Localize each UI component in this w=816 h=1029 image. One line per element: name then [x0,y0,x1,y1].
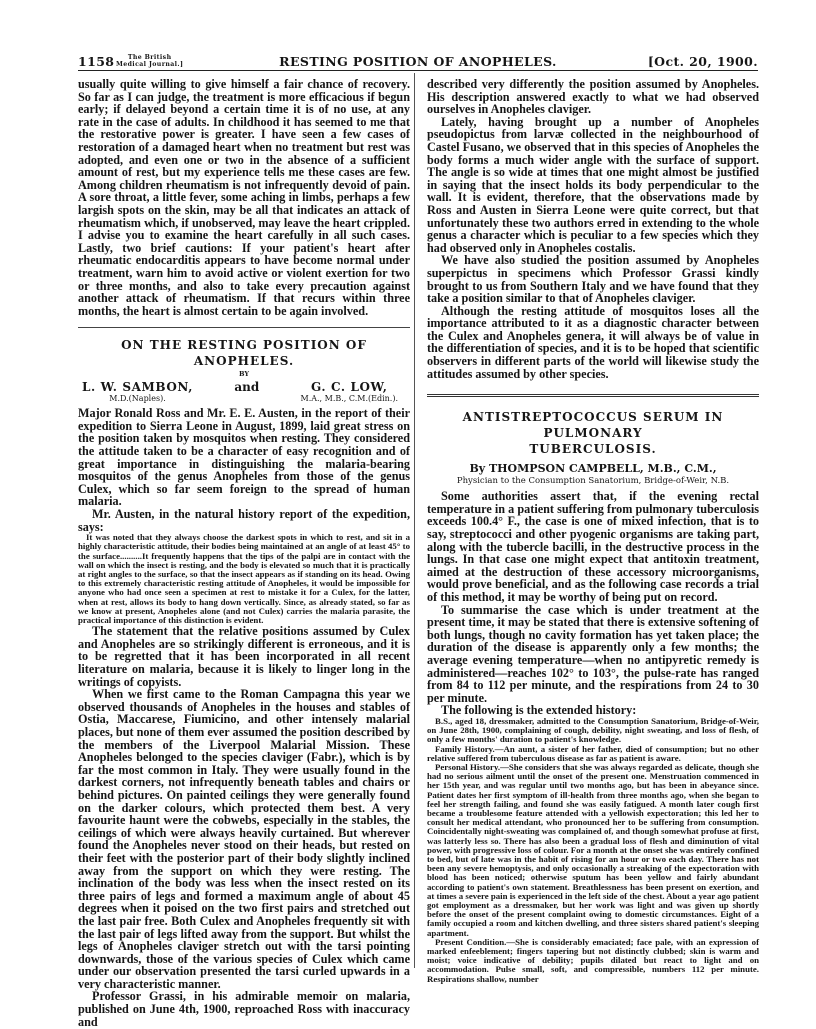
left-column [78,78,410,1028]
author-qualification: M.D.(Naples). [109,394,166,404]
column-divider [414,73,415,968]
paragraph: Professor Grassi, in his admirable memoir on malaria, published on June 4th, 1900, reproached Ross with inaccuracy and [78,989,410,1029]
author-qualification: M.A., M.B., C.M.(Edin.). [300,394,398,404]
section-rule [78,327,410,328]
continued-paragraph: usually quite willing to give himself a fair chance of recovery. So far as I can judge, the treatment is more efficacious if begun early; if delayed beyond a certain time it is of no use, at any rate in the case of adults. In childhood it has seemed to me that the restorative power is greater. I have seen a few cases of restoration of a damaged heart when no treatment but rest was adopted, and even one or two in the absence of a sufficient amount of rest, but my experience tells me these cases are few. Among children rheumatism is not infrequently devoid of pain. A sore throat, a little fever, some aching in limbs, perhaps a few largish spots on the skin, may be all that indicates an attack of rheumatism which, if unobserved, may leave the heart crippled. I advise you to examine the heart carefully in all such cases. Lastly, two brief cautions: If your patient's heart after rheumatic endocarditis appears to have become normal under treatment, warn him to avoid active or violent exertion for two or three months, and also to take every precaution against another attack of rheumatism. If that recurs within three months, the heart is almost certain to be again involved. [78,77,410,318]
and-word: and [234,380,260,395]
byline: By THOMPSON CAMPBELL, M.B., C.M., [469,462,717,476]
author-sambon [82,380,193,404]
case-note: Present Condition.—She is considerably emaciated; face pale, with an expression of marked enfeeblement; fingers tapering but not distinctly clubbed; skin is warm and moist; voice indicative of debility; pupils dilated but react to light and on accommodation. Pulse small, soft, and compressible, numbers 112 per minute. Respirations shallow, number [427,936,759,984]
section-rule [427,394,759,397]
continued-paragraph: described very differently the position assumed by Anopheles. His description answered exactly to what we had observed ourselves in Anopheles claviger. [427,77,759,117]
author-name: L. W. SAMBON, [82,380,194,395]
paragraph: Lately, having brought up a number of Anopheles pseudopictus from larvæ collected in the neighbourhood of Castel Fusano, we observed that in this species of Anopheles the body forms a much wider angle with the surface of support. The angle is so wide at times that one might almost be justified in saying that the insect holds its body perpendicular to the wall. It is evident, therefore, that the observations made by Ross and Austen in Sierra Leone were quite correct, but that unfortunately these two authors erred in extending to the whole genus a character which is peculiar to a few species which they had observed only in Anopheles costalis. [427,114,759,255]
case-note: Personal History.—She considers that she was always regarded as delicate, though she had no serious ailment until the onset of the present one. Menstruation commenced in her 15th year, and was regular until two months ago, but has been in abeyance since. Patient dates her first symptom of ill-health from three months ago, when she began to feel her strength failing, and found she was easily fatigued. A month later cough first became a troublesome feature attended with a yellowish expectoration; this led her to consult her medical attendant, who pronounced her to be suffering from consumption. Coincidentally night-sweating was complained of, and though somewhat profuse at first, was latterly less so. There has also been a gradual loss of flesh and diminution of vital power, with progressive loss of colour. For a month at the onset she was entirely confined to bed, but of late was in the habit of rising for an hour or two each day. There has not been any severe hemoptysis, and only occasionally a streaking of the expectoration with blood has been noticed; otherwise sputum has been yellow and fairly abundant according to patient's own statement. Breathlessness has been present on exertion, and at times a severe pain is experienced in the left side of the chest. About a year ago patient got employment as a dressmaker, but her work was light and was given up shortly before the onset of the present complaint owing to domestic circumstances. Eight of a family occupied a room and kitchen dwelling, and three sisters shared patient's sleeping apartment. [427,761,759,938]
case-note: B.S., aged 18, dressmaker, admitted to the Consumption Sanatorium, Bridge-of-Weir, on June 28th, 1900, complaining of cough, debility, night sweating, and loss of flesh, of only a few months' duration to patient's knowledge. [427,715,759,745]
journal-line-1: The British [127,54,172,61]
author-name: G. C. LOW, [310,380,388,395]
authors [78,380,410,404]
by-word: BY [238,370,250,379]
quotation: It was noted that they always choose the darkest spots in which to rest, and sit in a highly characteristic attitude, their bodies being maintained at an angle of at least 45° to the surface..........It frequently happens that the tips of the palpi are in contact with the wall on which the insect is resting, and the body is elevated so much that it is practically at right angles to the surface, so that the insect appears as if standing on its head. Owing to this extremely characteristic resting attitude of Anopheles, it would be impossible for anyone who had once seen a specimen at rest to mistake it for a Culex, for the latter, when at rest, allows its body to hang down vertically. Since, as already stated, so far as we know at present, Anopheles alone (and not Culex) carries the malaria parasite, the practical importance of this distinction is evident. [78,532,410,626]
running-header [78,54,758,71]
article-title: ON THE RESTING POSITION OF ANOPHELES. [121,338,367,369]
paragraph: The following is the extended history: [441,703,637,718]
paragraph: When we first came to the Roman Campagna this year we observed thousands of Anopheles in the houses and stables of Ostia, Maccarese, Fiumicino, and other intensely malarial places, but none of them ever assumed the position described by the members of the Liverpool Malarial Mission. These Anopheles belonged to the species claviger (Fabr.), which is by far the most common in Italy. They were usually found in the darkest corners, not infrequently beneath tables and chairs or behind pictures. On painted ceilings they were generally found on the darker colours, which protected them best. A very favourite haunt were the cobwebs, especially in the stables, the ceilings of which were always heavily curtained. But wherever found the Anopheles never stood on their heads, but rested on their feet with the posterior part of their body slightly inclined away from the support on which they were resting. The inclination of the body was less when the insect rested on its three pairs of legs and formed a maximum angle of about 45 degrees when it poised on the two first pairs and stretched out the last pair free. Both Culex and Anopheles frequently sit with the last pair of legs lifted away from the support. But whilst the legs of Anopheles claviger stretch out with the tarsi pointing downwards, those of the various species of Culex which came under our observation presented the tarsi curled upwards in a very characteristic manner. [78,687,410,991]
affiliation: Physician to the Consumption Sanatorium, Bridge-of-Weir, N.B. [456,476,730,487]
journal-line-2: Medical Journal.] [116,60,184,68]
paragraph: Some authorities assert that, if the evening rectal temperature in a patient suffering from pulmonary tuberculosis exceeds 100.4° F., the case is one of mixed infection, that is to say, streptococci and other pyogenic organisms are taking part, along with the tubercle bacilli, in the destructive process in the lungs. In that case one might expect that antitoxin treatment, aimed at the destruction of these accessory microorganisms, would prove beneficial, and as the following case records a trial of this method, it may be worthy of being put on record. [427,489,759,604]
paragraph: Mr. Austen, in the natural history report of the expedition, says: [78,507,410,534]
paragraph: We have also studied the position assumed by Anopheles superpictus in specimens which Professor Grassi kindly brought to us from Southern Italy and we have found that they take a position similar to that of Anopheles claviger. [427,253,759,306]
paragraph: Major Ronald Ross and Mr. E. E. Austen, in the report of their expedition to Sierra Leone in August, 1899, laid great stress on the position taken by mosquitos when resting. They considered the attitude taken to be a character of easy recognition and of great importance in distinguishing the malaria-bearing mosquitos of the genus Anopheles from those of the genus Culex, which so far seem foreign to the spread of human malaria. [78,406,410,509]
right-column [427,78,759,984]
paragraph: The statement that the relative positions assumed by Culex and Anopheles are so strikingly different is erroneous, and it is to be regretted that it has been incorporated in all recent literature on malaria, because it is likely to linger long in the writings of copyists. [78,624,410,689]
paragraph: Although the resting attitude of mosquitos loses all the importance attributed to it as a diagnostic character between the Culex and Anopheles genera, it will always be of value in the differentiation of species, and it is to be hoped that scientific observers in different parts of the world will likewise study the attitudes assumed by other species. [427,303,759,381]
running-title: RESTING POSITION OF ANOPHELES. [279,54,557,69]
paragraph: To summarise the case which is under treatment at the present time, it may be stated that there is extensive softening of both lungs, though no cavity formation has yet taken place; the duration of the disease is apparently only a few months; the average evening temperature—when no antipyretic remedy is administered—reaches 102° to 103°, the pulse-rate has ranged from 84 to 112 per minute, and the respirations from 24 to 30 per minute. [427,602,759,705]
article-title-line-2: TUBERCULOSIS. [529,442,657,457]
author-low [301,380,399,404]
article-title-line-1: ANTISTREPTOCOCCUS SERUM IN PULMONARY [462,410,724,441]
page-number: 1158 [78,54,115,69]
issue-date: [Oct. 20, 1900. [647,54,758,69]
case-note: Family History.—An aunt, a sister of her father, died of consumption; but no other relative suffered from tuberculous disease as far as patient is aware. [427,743,759,763]
article-title [427,409,759,457]
